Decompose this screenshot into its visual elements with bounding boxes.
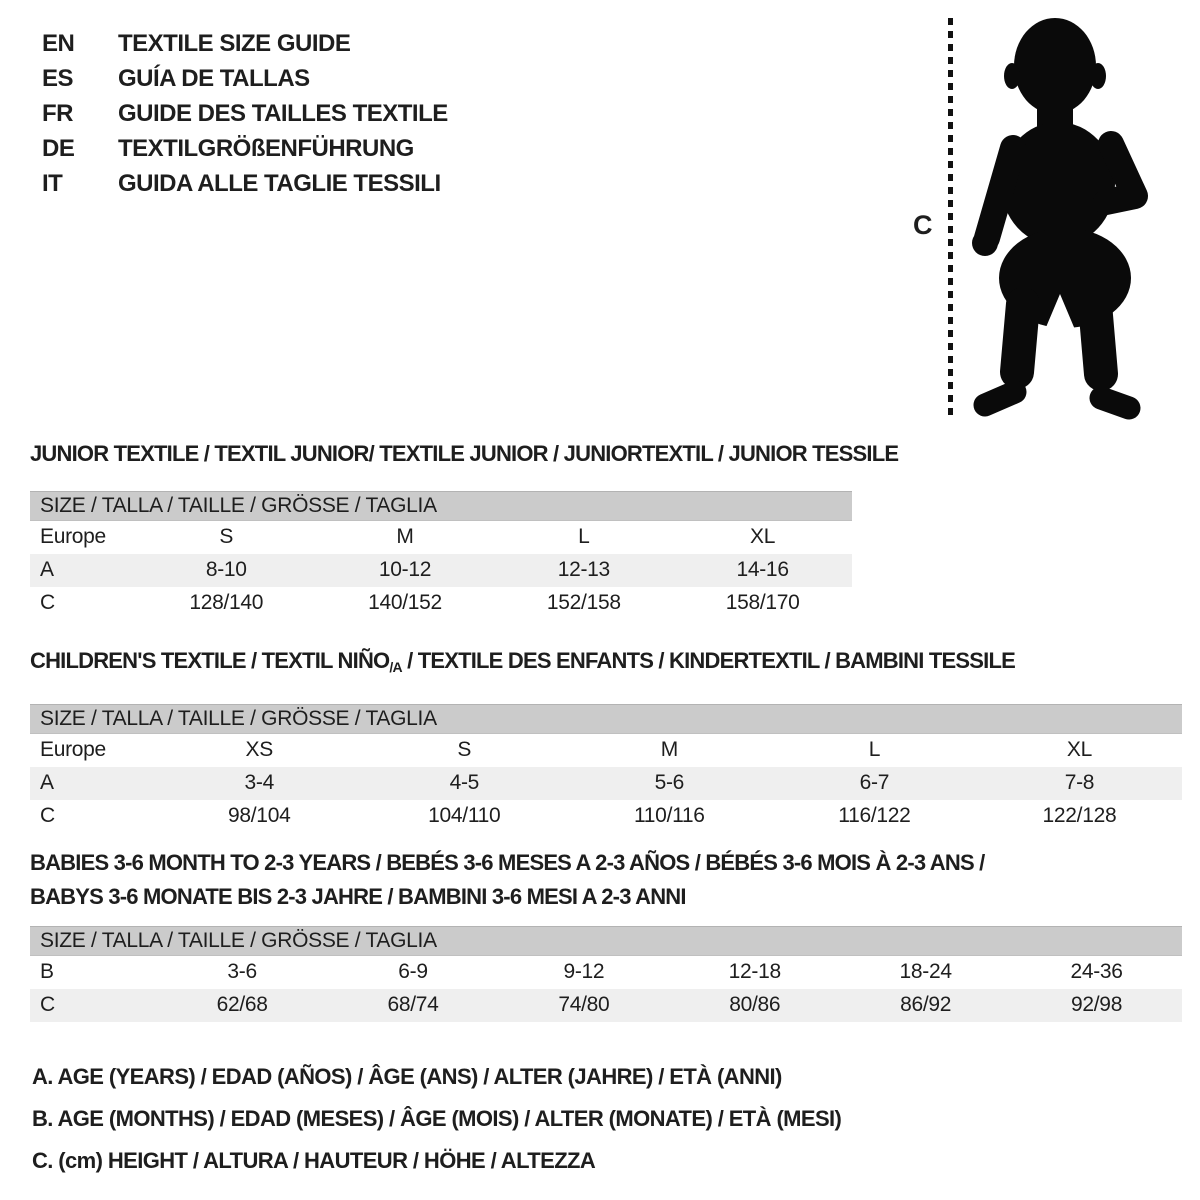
language-row-en [42, 26, 448, 61]
height-measure-figure [905, 14, 1165, 426]
table-row-europe [30, 734, 1182, 767]
language-row-de [42, 131, 448, 166]
size-cell: XL [750, 525, 776, 549]
size-cell: L [578, 525, 590, 549]
table-row-height [30, 989, 1182, 1022]
row-label: C [40, 804, 55, 827]
legend-line-height-cm: C. (cm) HEIGHT / ALTURA / HAUTEUR / HÖHE / ALTEZZA [32, 1148, 596, 1173]
junior-size-table [30, 491, 852, 620]
size-cell: M [660, 738, 678, 762]
value-cell: 3-6 [227, 960, 257, 984]
toddler-silhouette-icon [965, 16, 1150, 421]
size-cell: XS [245, 738, 273, 762]
babies-size-table [30, 926, 1182, 1022]
babies-textile-section [30, 846, 1182, 1022]
value-cell: 74/80 [498, 989, 669, 1022]
height-measure-dashed-line [948, 18, 953, 418]
size-cell: L [868, 738, 881, 762]
junior-section-title: JUNIOR TEXTILE / TEXTIL JUNIOR/ TEXTILE JUNIOR / JUNIORTEXTIL / JUNIOR TESSILE [30, 441, 899, 466]
language-guide-title: GUIDE DES TAILLES TEXTILE [118, 99, 448, 127]
children-section-title [30, 644, 1182, 684]
value-cell: 92/98 [1011, 989, 1182, 1022]
value-cell: 10-12 [316, 554, 495, 587]
value-cell: 12-13 [494, 554, 673, 587]
value-cell: 140/152 [368, 591, 442, 614]
babies-section-title-line2: BABYS 3-6 MONATE BIS 2-3 JAHRE / BAMBINI 3-6 MESI A 2-3 ANNI [30, 884, 686, 909]
value-cell: 12-18 [728, 960, 781, 984]
size-header-label: SIZE / TALLA / TAILLE / GRÖSSE / TAGLIA [30, 927, 1182, 956]
row-label: A [30, 554, 137, 587]
value-cell: 9-12 [563, 960, 605, 984]
value-cell: 18-24 [899, 960, 952, 984]
legend-line-age-years: A. AGE (YEARS) / EDAD (AÑOS) / ÂGE (ANS) / ALTER (JAHRE) / ETÀ (ANNI) [32, 1064, 782, 1089]
language-code: IT [42, 169, 63, 197]
size-cell: M [396, 525, 414, 549]
children-title-prefix: CHILDREN'S TEXTILE / TEXTIL NIÑO [30, 648, 390, 673]
size-cell: S [457, 738, 472, 762]
language-code: FR [42, 99, 73, 127]
value-cell: 128/140 [189, 591, 264, 614]
height-measure-label: C [913, 210, 933, 240]
value-cell: 110/116 [633, 804, 705, 827]
value-cell: 6-9 [398, 960, 428, 984]
value-cell: 80/86 [669, 989, 840, 1022]
language-row-es [42, 61, 448, 96]
language-code: DE [42, 134, 75, 162]
babies-section-title-line1: BABIES 3-6 MONTH TO 2-3 YEARS / BEBÉS 3-6 MESES A 2-3 AÑOS / BÉBÉS 3-6 MOIS À 2-3 ANS / [30, 850, 985, 875]
value-cell: 158/170 [725, 591, 800, 614]
value-cell: 68/74 [328, 989, 499, 1022]
table-row-age [30, 554, 852, 587]
value-cell: 152/158 [546, 591, 621, 614]
language-code: EN [42, 29, 75, 57]
language-guide-title: GUIDA ALLE TAGLIE TESSILI [118, 169, 441, 197]
value-cell: 7-8 [977, 767, 1182, 800]
value-cell: 3-4 [157, 767, 362, 800]
row-label: B [40, 960, 54, 984]
size-header-label: SIZE / TALLA / TAILLE / GRÖSSE / TAGLIA [30, 492, 852, 521]
size-cell: XL [1066, 738, 1092, 762]
junior-textile-section [30, 437, 898, 620]
size-header-bar [30, 927, 1182, 956]
row-label: C [40, 591, 55, 614]
region-label: Europe [40, 525, 106, 549]
children-size-table [30, 704, 1182, 833]
children-title-suffix: / TEXTILE DES ENFANTS / KINDERTEXTIL / BAMBINI TESSILE [401, 648, 1015, 673]
children-textile-section [30, 644, 1182, 833]
value-cell: 86/92 [840, 989, 1011, 1022]
language-guide-title: TEXTILGRÖßENFÜHRUNG [118, 134, 414, 162]
table-row-europe [30, 521, 852, 554]
region-label: Europe [40, 738, 106, 762]
size-header-bar [30, 492, 852, 521]
table-row-height [30, 587, 852, 620]
measurement-legend [32, 1056, 841, 1182]
value-cell: 14-16 [673, 554, 852, 587]
size-header-label: SIZE / TALLA / TAILLE / GRÖSSE / TAGLIA [30, 705, 1182, 734]
table-row-height [30, 800, 1182, 833]
language-title-list [42, 26, 448, 201]
value-cell: 62/68 [157, 989, 328, 1022]
value-cell: 98/104 [228, 804, 291, 827]
legend-line-age-months: B. AGE (MONTHS) / EDAD (MESES) / ÂGE (MOIS) / ALTER (MONATE) / ETÀ (MESI) [32, 1106, 842, 1131]
size-cell: S [219, 525, 234, 549]
children-title-subscript: /A [389, 659, 402, 675]
row-label: C [30, 989, 157, 1022]
table-row-months [30, 956, 1182, 989]
language-row-fr [42, 96, 448, 131]
value-cell: 116/122 [838, 804, 911, 827]
value-cell: 8-10 [137, 554, 316, 587]
size-header-bar [30, 705, 1182, 734]
table-row-age [30, 767, 1182, 800]
language-row-it [42, 166, 448, 201]
value-cell: 104/110 [428, 804, 501, 827]
value-cell: 24-36 [1070, 960, 1123, 984]
value-cell: 5-6 [567, 767, 772, 800]
language-guide-title: GUÍA DE TALLAS [118, 64, 310, 92]
value-cell: 4-5 [362, 767, 567, 800]
row-label: A [30, 767, 157, 800]
language-code: ES [42, 64, 74, 92]
value-cell: 122/128 [1042, 804, 1117, 827]
language-guide-title: TEXTILE SIZE GUIDE [118, 29, 351, 57]
value-cell: 6-7 [772, 767, 977, 800]
